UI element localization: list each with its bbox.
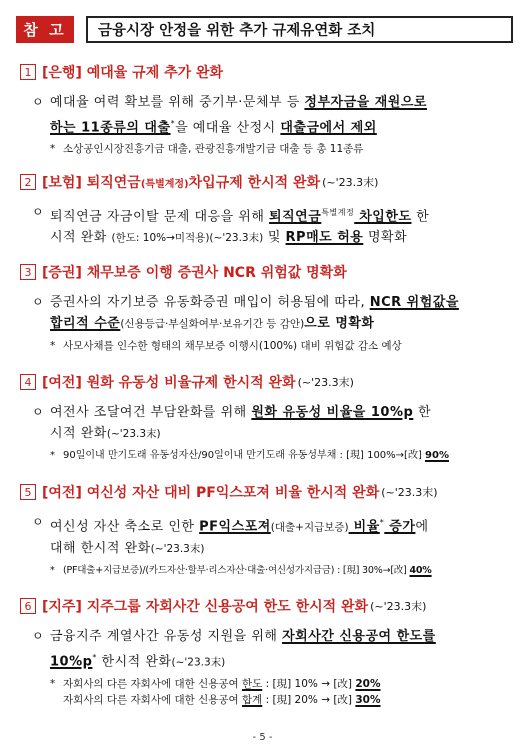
emphasis: NCR 위험값을 <box>369 295 459 310</box>
emphasis: 10%p <box>50 654 93 670</box>
footnote-text: 90일이내 만기도래 유동성자산/90일이내 만기도래 유동성부채 : [現] 100%→[改] <box>63 450 426 461</box>
footnote <box>20 692 511 708</box>
text: 명확화 <box>363 230 408 246</box>
emphasis: 증가 <box>384 519 416 535</box>
section-title: 지주그룹 자회사간 신용공여 한도 한시적 완화 <box>86 599 369 615</box>
period: (~'23.3末) <box>297 376 354 389</box>
section-heading <box>20 62 511 82</box>
bullet-circle: ㅇ <box>32 95 45 109</box>
footnote <box>20 141 511 157</box>
detail: (신용등급·부실화여부·보유기간 등 감안) <box>120 318 305 330</box>
footnote <box>20 563 511 579</box>
section-1 <box>20 62 511 157</box>
section-title: 원화 유동성 비율규제 한시적 완화 <box>86 375 296 391</box>
emphasis: RP매도 허용 <box>285 230 364 246</box>
footnote-text: 자회사의 다른 자회사에 대한 신용공여 <box>63 678 242 691</box>
emphasis: 정부자금을 재원으로 <box>304 95 427 110</box>
footnote-mark: * <box>379 518 385 527</box>
section-title: 차입규제 한시적 완화 <box>188 175 321 191</box>
emphasis: 비율 <box>348 519 380 535</box>
emphasis: 퇴직연금 <box>269 209 322 225</box>
section-heading <box>20 172 511 192</box>
footnote-star: * <box>50 450 55 461</box>
section-heading <box>20 372 511 392</box>
footnote-star: * <box>50 565 55 577</box>
section-title: 여신성 자산 대비 PF익스포져 비율 한시적 완화 <box>86 485 380 501</box>
text: 에 <box>415 519 429 535</box>
bullet-circle: ㅇ <box>32 205 45 219</box>
footnote-text: 소상공인시장진흥기금 대출, 관광진흥개발기금 대출 등 총 11종류 <box>63 143 364 156</box>
footnote-star: * <box>50 143 56 156</box>
text: 을 예대율 산정시 <box>175 120 281 136</box>
section-title-small: (특별계정) <box>140 178 189 190</box>
bullet-circle: ㅇ <box>32 629 45 643</box>
emphasis: 자회사간 신용공여 한도를 <box>282 629 436 644</box>
section-heading <box>20 262 511 282</box>
page-title: 금융시장 안정을 위한 추가 규제유연화 조치 <box>86 16 513 43</box>
footnote-underline: 합계 <box>241 694 263 707</box>
section-number: 5 <box>20 484 36 500</box>
page-header <box>16 16 513 43</box>
bullet-circle: ㅇ <box>32 405 45 419</box>
section-tag: [은행] <box>42 65 82 81</box>
text: 퇴직연금 자금이탈 문제 대응을 위해 <box>50 209 270 225</box>
section-title: 예대율 규제 추가 완화 <box>86 65 224 81</box>
footnote-text: 사모사채를 인수한 형태의 채무보증 이행시(100%) 대비 위험값 감소 예상 <box>63 340 402 352</box>
text: 및 <box>263 230 286 246</box>
text: 한 <box>413 405 432 420</box>
footnote-underline: 한도 <box>241 678 263 691</box>
footnote-emphasis: 90% <box>425 450 449 461</box>
section-6 <box>20 596 511 708</box>
footnote-star: * <box>50 678 56 691</box>
footnote-mark: * <box>170 119 176 128</box>
bullet-circle: ㅇ <box>32 515 45 529</box>
period: (~'23.3末) <box>381 486 438 499</box>
detail: (~'23.3末) <box>171 656 226 669</box>
reference-badge: 참 고 <box>16 16 74 43</box>
section-tag: [여전] <box>42 375 82 391</box>
detail: (~'23.3末) <box>106 428 161 440</box>
section-2 <box>20 172 511 249</box>
text: 한시적 완화 <box>96 654 172 670</box>
period: (~'23.3末) <box>322 176 379 189</box>
footnote <box>20 338 511 354</box>
section-number: 4 <box>20 374 36 390</box>
text: 시적 완화 <box>50 426 107 441</box>
bullet-item <box>20 202 511 249</box>
emphasis: 대출금에서 제외 <box>280 120 377 136</box>
section-heading <box>20 482 511 502</box>
footnote-mark: * <box>92 653 97 662</box>
emphasis: PF익스포져 <box>199 519 271 535</box>
text: 시적 완화 <box>50 230 107 246</box>
footnote <box>20 676 511 692</box>
footnote-text: 자회사의 다른 자회사에 대한 신용공여 <box>63 694 242 707</box>
emphasis: 으로 명확화 <box>304 316 375 331</box>
section-3 <box>20 262 511 354</box>
section-tag: [증권] <box>42 265 82 281</box>
section-title: 퇴직연금 <box>86 175 141 191</box>
bullet-item <box>20 512 511 560</box>
section-4 <box>20 372 511 464</box>
section-heading <box>20 596 511 616</box>
footnote-text: : [現] 20% → [改] <box>262 694 356 707</box>
section-number: 1 <box>20 64 36 80</box>
emphasis: 차입한도 <box>354 209 412 225</box>
period: (~'23.3末) <box>370 600 427 613</box>
footnote-emphasis: 40% <box>409 565 432 577</box>
text: 여신성 자산 축소로 인한 <box>50 519 200 535</box>
text: 여전사 조달여건 부담완화를 위해 <box>50 405 252 420</box>
bullet-item <box>20 402 511 445</box>
detail: (대출+지급보증) <box>270 521 349 534</box>
superscript: 특별계정 <box>321 208 355 217</box>
section-5 <box>20 482 511 579</box>
footnote-text: (PF대출+지급보증)/(카드자산·할부·리스자산·대출·여신성가지급금) : [現] 30%→[改] <box>63 565 410 577</box>
emphasis: 원화 유동성 비율을 10%p <box>251 405 414 420</box>
section-title: 채무보증 이행 증권사 NCR 위험값 명확화 <box>86 265 347 281</box>
section-tag: [여전] <box>42 485 82 501</box>
text: 증권사의 자기보증 유동화증권 매입이 허용됨에 따라, <box>50 295 370 310</box>
bullet-item <box>20 626 511 673</box>
section-number: 2 <box>20 174 36 190</box>
text: 대해 한시적 완화 <box>50 541 151 557</box>
emphasis: 하는 11종류의 대출 <box>50 120 171 136</box>
text: 금융지주 계열사간 유동성 지원을 위해 <box>50 629 283 644</box>
text: 예대율 여력 확보를 위해 중기부·문체부 등 <box>50 95 305 110</box>
detail: (~'23.3末) <box>150 543 205 556</box>
bullet-circle: ㅇ <box>32 295 45 309</box>
section-number: 6 <box>20 598 36 614</box>
section-number: 3 <box>20 264 36 280</box>
footnote-text: : [現] 10% → [改] <box>262 678 356 691</box>
footnote-star: * <box>50 340 56 352</box>
footnote-emphasis: 20% <box>355 678 381 691</box>
bullet-item <box>20 292 511 335</box>
bullet-item <box>20 92 511 138</box>
section-tag: [보험] <box>42 175 82 191</box>
footnote <box>20 448 511 464</box>
footnote-emphasis: 30% <box>355 694 381 707</box>
text: 한 <box>411 209 430 225</box>
page-number: - 5 - <box>252 732 273 743</box>
detail: (한도: 10%→미적용)(~'23.3末) <box>111 232 264 245</box>
section-tag: [지주] <box>42 599 82 615</box>
emphasis: 합리적 수준 <box>50 316 121 331</box>
